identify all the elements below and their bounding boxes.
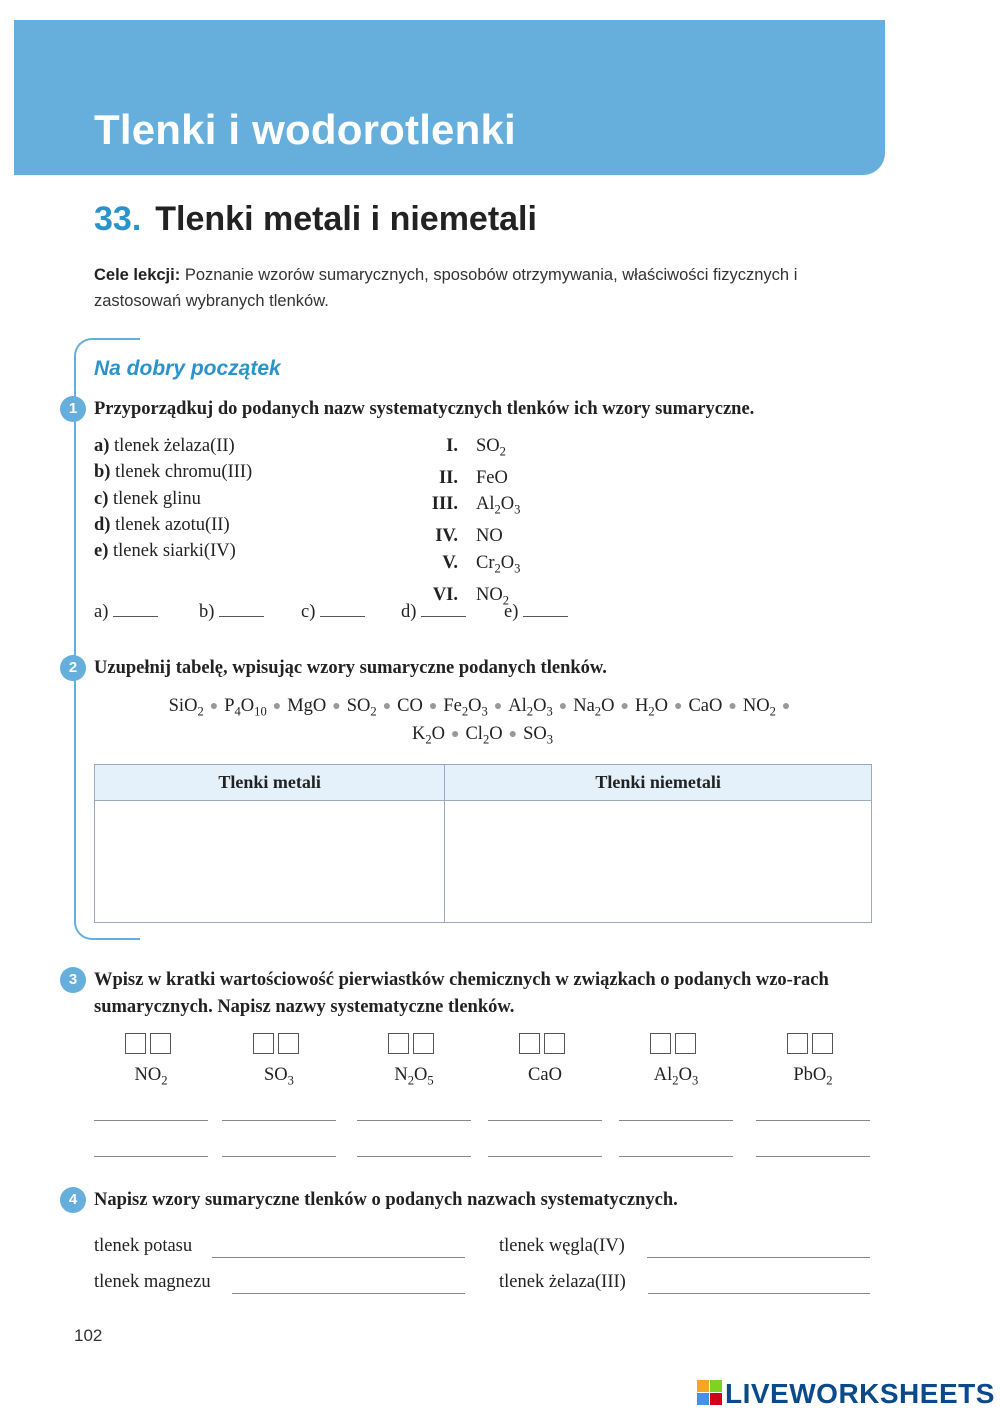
oxide-name-3 <box>94 486 252 512</box>
valence-boxes-1 <box>125 1033 175 1058</box>
oxide-name-text: tlenek chromu(III) <box>110 462 253 483</box>
lesson-goals <box>94 262 884 314</box>
answer-blank[interactable] <box>523 602 568 617</box>
lesson-number: 33. <box>94 200 142 238</box>
oxide-name-letter: d) <box>94 514 111 535</box>
roman-numeral: III. <box>431 494 458 515</box>
oxide-name-answer-line[interactable] <box>357 1156 471 1157</box>
roman-numeral: VI. <box>432 584 458 605</box>
valence-box[interactable] <box>544 1033 565 1054</box>
task-3-formula-2: $SO_3$ <box>264 1065 294 1088</box>
oxide-name-text: tlenek żelaza(II) <box>109 436 235 456</box>
task-4-badge: 4 <box>60 1187 86 1213</box>
formula-text: $SO_2$ <box>476 436 506 459</box>
oxide-name-5 <box>94 538 252 564</box>
oxide-name-letter: a) <box>94 436 110 456</box>
chapter-banner <box>14 20 885 175</box>
table-header-nonmetal-oxides: Tlenki niemetali <box>445 765 872 801</box>
separator-dot: ● <box>272 699 282 714</box>
oxide-name-answer-line[interactable] <box>488 1156 602 1157</box>
valence-box[interactable] <box>125 1033 146 1054</box>
formula-text: $Al_2O_3$ <box>476 494 521 517</box>
valence-box[interactable] <box>150 1033 171 1054</box>
task-4-answer-line-2[interactable] <box>647 1257 870 1258</box>
oxide-formula: MgO <box>287 696 327 716</box>
answer-slot-b <box>199 602 264 623</box>
oxides-table <box>94 764 872 923</box>
task-1-instruction: Przyporządkuj do podanych nazw systematycznych tlenków ich wzory sumaryczne. <box>94 399 755 419</box>
task-2-badge: 2 <box>60 655 86 681</box>
oxide-name-answer-line[interactable] <box>222 1120 336 1121</box>
metal-oxides-cell[interactable] <box>95 801 445 923</box>
task-3-formula-5: $Al_2O_3$ <box>653 1065 699 1088</box>
task-4-answer-line-3[interactable] <box>232 1293 465 1294</box>
valence-box[interactable] <box>253 1033 274 1054</box>
oxide-formula: CaO <box>688 696 723 716</box>
goals-text: Poznanie wzorów sumarycznych, sposobów otrzymywania, właściwości fizycznych i zastosowań wybranych tlenków. <box>94 266 798 310</box>
oxide-name-answer-line[interactable] <box>94 1156 208 1157</box>
formula-option-3 <box>416 491 520 523</box>
valence-box[interactable] <box>812 1033 833 1054</box>
section-heading: Na dobry początek <box>94 357 281 380</box>
oxide-formula: $SO_2$ <box>346 696 377 719</box>
task-3-formula-6: PbO$_2$ <box>793 1065 833 1088</box>
formula-option-5 <box>416 550 520 582</box>
answer-label: a) <box>94 602 109 622</box>
answer-blank[interactable] <box>219 602 264 617</box>
chapter-title: Tlenki i wodorotlenki <box>94 106 516 153</box>
task-4-item-2-label: tlenek węgla(IV) <box>499 1236 625 1256</box>
oxide-formula: CO <box>397 696 423 716</box>
roman-numeral: II. <box>438 467 458 488</box>
oxide-name-answer-line[interactable] <box>222 1156 336 1157</box>
separator-dot: ● <box>558 699 568 714</box>
oxide-name-answer-line[interactable] <box>619 1156 733 1157</box>
oxide-name-text: tlenek siarki(IV) <box>108 541 236 562</box>
formula-text: $Cr_2O_3$ <box>476 552 521 576</box>
answer-label: e) <box>504 602 519 622</box>
answer-blank[interactable] <box>320 602 365 617</box>
oxide-formula: $H_2O$ <box>634 696 668 719</box>
answer-blank[interactable] <box>113 602 158 617</box>
task-1-names <box>94 433 252 564</box>
oxide-formula: $Cl_2O$ <box>465 724 503 747</box>
valence-boxes-4 <box>519 1033 569 1058</box>
task-4-instruction: Napisz wzory sumaryczne tlenków o podanych nazwach systematycznych. <box>94 1190 678 1210</box>
formula-text: NO <box>476 526 503 547</box>
separator-dot: ● <box>382 699 392 714</box>
roman-numeral: I. <box>446 436 458 456</box>
oxide-name-letter: e) <box>94 541 109 562</box>
table-header-metal-oxides: Tlenki metali <box>95 765 445 801</box>
task-4-item-4 <box>499 1272 626 1293</box>
oxide-name-text: tlenek glinu <box>108 488 201 509</box>
oxide-name-answer-line[interactable] <box>357 1120 471 1121</box>
oxide-formula: $P_4O_{10}$ <box>224 696 267 719</box>
separator-dot: ● <box>508 727 518 742</box>
separator-dot: ● <box>209 699 219 714</box>
oxide-formula: $NO_2$ <box>742 696 776 719</box>
formula-option-1 <box>416 433 520 465</box>
separator-dot: ● <box>493 699 503 714</box>
task-3-badge: 3 <box>60 967 86 993</box>
task-3-instruction: Wpisz w kratki wartościowość pierwiastków chemicznych w związkach o podanych wzo-rach sumarycznych. Napisz nazwy systematyczne tlenków. <box>94 970 829 1017</box>
oxide-name-letter: c) <box>94 488 109 509</box>
answer-slot-d <box>401 602 466 623</box>
separator-dot: ● <box>428 699 438 714</box>
task-4-item-3 <box>94 1272 211 1293</box>
task-2-instruction: Uzupełnij tabelę, wpisując wzory sumaryczne podanych tlenków. <box>94 658 607 678</box>
answer-slot-c <box>301 602 365 623</box>
oxide-name-answer-line[interactable] <box>94 1120 208 1121</box>
liveworksheets-logo-icon <box>697 1380 723 1406</box>
oxide-name-4 <box>94 512 252 538</box>
task-4-item-3-label: tlenek magnezu <box>94 1272 211 1292</box>
page-number: 102 <box>74 1326 103 1345</box>
valence-boxes-6 <box>787 1033 837 1058</box>
oxide-formula: $Fe_2O_3$ <box>443 696 488 719</box>
oxide-list-row-2 <box>94 720 871 754</box>
task-3-formula-1: $NO_2$ <box>134 1065 168 1088</box>
lesson-title-text: Tlenki metali i niemetali <box>155 200 537 238</box>
oxide-formula: $K_2O$ <box>411 724 445 747</box>
valence-box[interactable] <box>650 1033 671 1054</box>
oxide-name-letter: b) <box>94 462 111 483</box>
oxide-formula: $Al_2O_3$ <box>508 696 553 719</box>
oxide-name-1 <box>94 433 252 459</box>
oxide-name-text: tlenek azotu(II) <box>110 514 230 535</box>
oxide-name-answer-line[interactable] <box>488 1120 602 1121</box>
oxide-formula: $SO_3$ <box>523 724 554 747</box>
separator-dot: ● <box>728 699 737 714</box>
task-3-formula-3: $N_2O_5$ <box>394 1065 434 1088</box>
answer-label: b) <box>199 602 215 622</box>
roman-numeral: IV. <box>435 526 458 547</box>
separator-dot: ● <box>781 699 791 714</box>
formula-text: $NO_2$ <box>476 584 510 608</box>
valence-box[interactable] <box>519 1033 540 1054</box>
separator-dot: ● <box>332 699 341 714</box>
valence-box[interactable] <box>413 1033 434 1054</box>
answer-label: c) <box>301 602 316 622</box>
task-4-answer-line-4[interactable] <box>648 1293 870 1294</box>
formula-option-4 <box>416 523 520 549</box>
task-1-formulas <box>416 433 520 614</box>
valence-box[interactable] <box>787 1033 808 1054</box>
goals-label: Cele lekcji: <box>94 266 181 284</box>
task-4-item-4-label: tlenek żelaza(III) <box>499 1272 626 1292</box>
liveworksheets-watermark[interactable] <box>697 1378 995 1410</box>
formula-text: FeO <box>476 467 508 488</box>
task-3-formula-4: CaO <box>528 1065 562 1085</box>
task-4-answer-line-1[interactable] <box>212 1257 465 1258</box>
answer-slot-e <box>504 602 568 623</box>
oxide-name-answer-line[interactable] <box>619 1120 733 1121</box>
nonmetal-oxides-cell[interactable] <box>445 801 872 923</box>
task-4-item-1 <box>94 1236 192 1257</box>
valence-boxes-5 <box>650 1033 700 1058</box>
oxide-formula: SiO$_2$ <box>168 696 204 719</box>
oxide-name-answer-line[interactable] <box>756 1156 870 1157</box>
watermark-text: LIVEWORKSHEETS <box>725 1378 995 1409</box>
valence-boxes-3 <box>388 1033 438 1058</box>
valence-box[interactable] <box>278 1033 299 1054</box>
valence-boxes-2 <box>253 1033 303 1058</box>
lesson-title <box>94 200 537 239</box>
task-4-item-1-label: tlenek potasu <box>94 1236 193 1256</box>
separator-dot: ● <box>451 727 460 742</box>
answer-blank[interactable] <box>421 602 466 617</box>
valence-box[interactable] <box>675 1033 696 1054</box>
task-4-item-2 <box>499 1236 625 1257</box>
answer-slot-a <box>94 602 158 623</box>
answer-label: d) <box>401 602 417 622</box>
valence-box[interactable] <box>388 1033 409 1054</box>
oxide-name-answer-line[interactable] <box>756 1120 870 1121</box>
separator-dot: ● <box>620 699 629 714</box>
formula-option-2 <box>416 465 520 491</box>
roman-numeral: V. <box>442 552 458 573</box>
oxide-formula: $Na_2O$ <box>573 696 615 719</box>
separator-dot: ● <box>673 699 683 714</box>
task-1-badge: 1 <box>60 396 86 422</box>
oxide-name-2 <box>94 459 252 485</box>
